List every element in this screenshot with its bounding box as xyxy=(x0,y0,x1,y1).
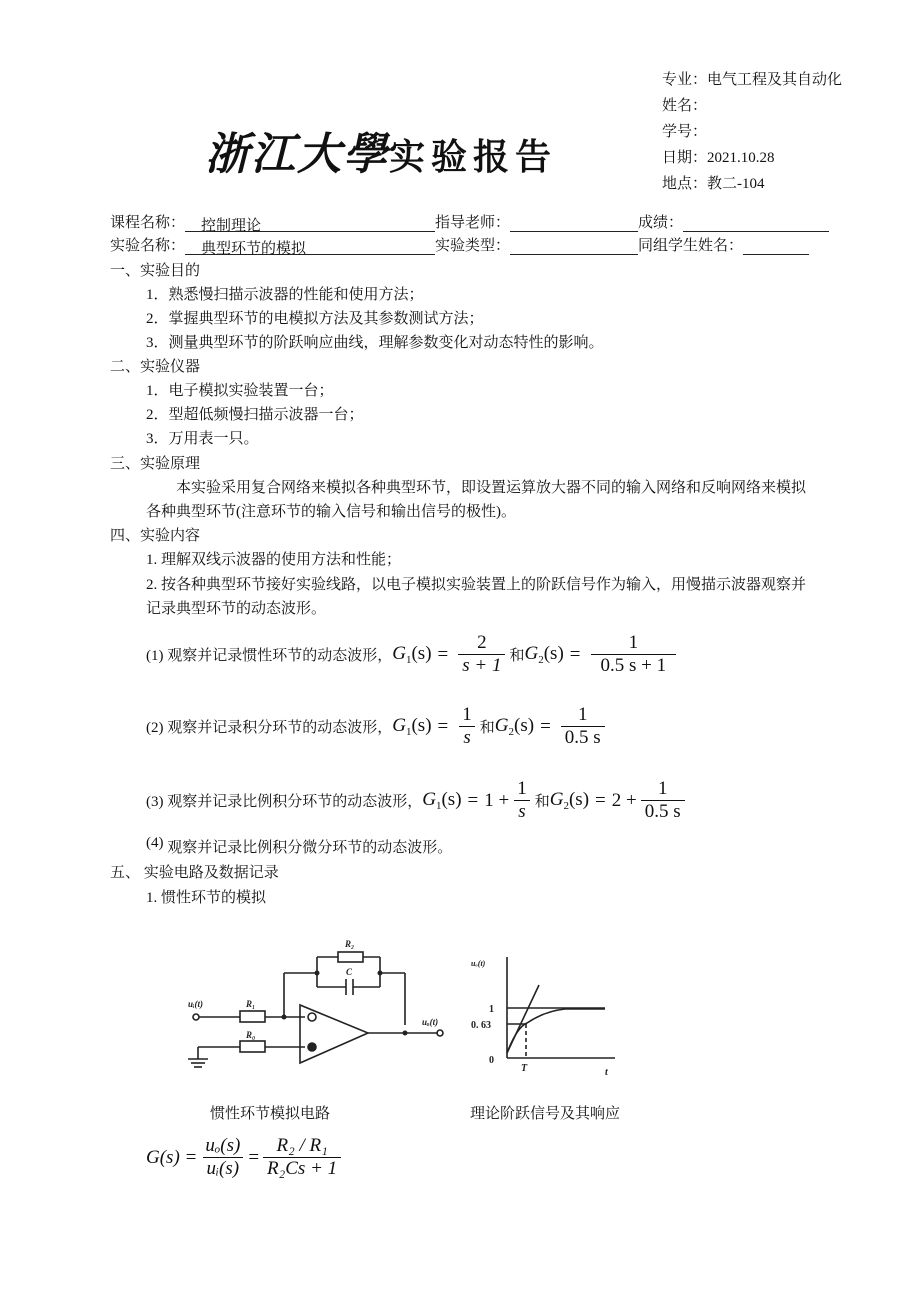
fraction: $\frac{2}{s + 1}$ xyxy=(458,632,505,677)
paragraph: 本实验采用复合网络来模拟各种典型环节，即设置运算放大器不同的输入网络和反响网络来模拟 xyxy=(176,480,807,496)
fraction: $\frac{1}{0.5 s}$ xyxy=(641,778,685,823)
info-major: 专业：电气工程及其自动化 xyxy=(662,72,843,88)
list-item: 2．型超低频慢扫描示波器一台； xyxy=(146,407,364,423)
report-header-title xyxy=(205,118,557,182)
svg-text:C: C xyxy=(346,967,353,977)
form-row-1: 课程名称： 控制理论 指导老师： 成绩： xyxy=(110,211,829,232)
student-info xyxy=(662,67,842,197)
svg-text:t: t xyxy=(605,1067,608,1078)
list-item: 3．测量典型环节的阶跃响应曲线，理解参数变化对动态特性的影响。 xyxy=(146,335,604,351)
fraction: $\frac{1}{0.5 s}$ xyxy=(561,704,605,749)
type-field[interactable] xyxy=(510,237,638,255)
section-4-heading: 四、实验内容 xyxy=(110,528,201,544)
inertia-circuit-diagram xyxy=(180,935,450,1070)
list-item-4: (4) 观察并记录比例积分微分环节的动态波形。 xyxy=(146,835,453,856)
svg-text:uᵢ(t): uᵢ(t) xyxy=(188,999,204,1009)
info-name: 姓名： xyxy=(662,98,708,114)
svg-text:0: 0 xyxy=(489,1055,494,1066)
info-student-id: 学号： xyxy=(662,124,708,140)
equation-pi: (3) 观察并记录比例积分环节的动态波形， $G_1(s)$ = 1 + $\frac{1}{s}$ 和 $G_2(s)$ = 2 + $\frac{1}{0.5 s}$ xyxy=(146,778,689,823)
list-item: 1．熟悉慢扫描示波器的性能和使用方法； xyxy=(146,287,424,303)
paragraph: 各种典型环节(注意环节的输入信号和输出信号的极性)。 xyxy=(146,504,516,520)
svg-text:R₁: R₁ xyxy=(246,999,256,1009)
university-name: 浙江大學 xyxy=(205,129,389,180)
equation-integral: (2) 观察并记录积分环节的动态波形， $G_1(s)$ = $\frac{1}{s}$ 和 $G_2(s)$ = $\frac{1}{0.5 s}$ xyxy=(146,704,609,749)
list-item: 1．电子模拟实验装置一台； xyxy=(146,383,334,399)
section-5-heading: 五、 实验电路及数据记录 xyxy=(110,865,279,881)
svg-text:R₂: R₂ xyxy=(345,939,355,949)
info-location: 地点：教二-104 xyxy=(662,176,765,192)
list-item: 记录典型环节的动态波形。 xyxy=(146,601,327,617)
list-item: 2. 按各种典型环节接好实验线路，以电子模拟实验装置上的阶跃信号作为输入，用慢描示波器观察并 xyxy=(146,577,807,593)
transfer-function: G(s) = $\frac{\text{uₒ(s)}}{\text{uᵢ(s)}}$ = $\frac{\text{R₂ / R₁}}{\text{R₂Cs + 1}}$ xyxy=(146,1135,345,1180)
list-item: 1. 理解双线示波器的使用方法和性能； xyxy=(146,552,402,568)
svg-text:uₒ(t): uₒ(t) xyxy=(471,959,486,968)
form-row-2: 实验名称： 典型环节的模拟 实验类型： 同组学生姓名： xyxy=(110,234,809,255)
info-date: 日期：2021.10.28 xyxy=(662,150,775,166)
course-field[interactable]: 控制理论 xyxy=(185,214,435,232)
section-1-heading: 一、实验目的 xyxy=(110,263,201,279)
section-2-heading: 二、实验仪器 xyxy=(110,359,201,375)
fraction: $\frac{1}{s}$ xyxy=(513,778,531,823)
subsection-heading: 1. 惯性环节的模拟 xyxy=(146,890,267,906)
svg-text:1: 1 xyxy=(489,1004,494,1015)
fraction: $\frac{\text{uₒ(s)}}{\text{uᵢ(s)}}$ xyxy=(201,1135,244,1180)
svg-text:T: T xyxy=(521,1063,528,1074)
section-3-heading: 三、实验原理 xyxy=(110,456,201,472)
fraction: $\frac{1}{s}$ xyxy=(458,704,476,749)
svg-text:R₀: R₀ xyxy=(246,1030,256,1040)
report-title: 实验报告 xyxy=(389,136,558,178)
fraction: $\frac{\text{R₂ / R₁}}{\text{R₂Cs + 1}}$ xyxy=(263,1135,341,1180)
response-caption: 理论阶跃信号及其响应 xyxy=(470,1106,621,1122)
teacher-field[interactable] xyxy=(510,214,638,232)
group-field[interactable] xyxy=(743,237,809,255)
grade-field[interactable] xyxy=(683,214,829,232)
svg-text:0. 63: 0. 63 xyxy=(471,1020,491,1031)
svg-text:uₒ(t): uₒ(t) xyxy=(422,1017,439,1027)
step-response-graph xyxy=(465,945,620,1080)
list-item: 2．掌握典型环节的电模拟方法及其参数测试方法； xyxy=(146,311,484,327)
equation-inertia: (1) 观察并记录惯性环节的动态波形， $G_1(s)$ = $\frac{2}{s + 1}$ 和 $G_2(s)$ = $\frac{1}{0.5 s + 1}$ xyxy=(146,632,680,677)
fraction: $\frac{1}{0.5 s + 1}$ xyxy=(591,632,677,677)
circuit-caption: 惯性环节模拟电路 xyxy=(210,1106,331,1122)
experiment-field[interactable]: 典型环节的模拟 xyxy=(185,237,435,255)
list-item: 3．万用表一只。 xyxy=(146,431,259,447)
